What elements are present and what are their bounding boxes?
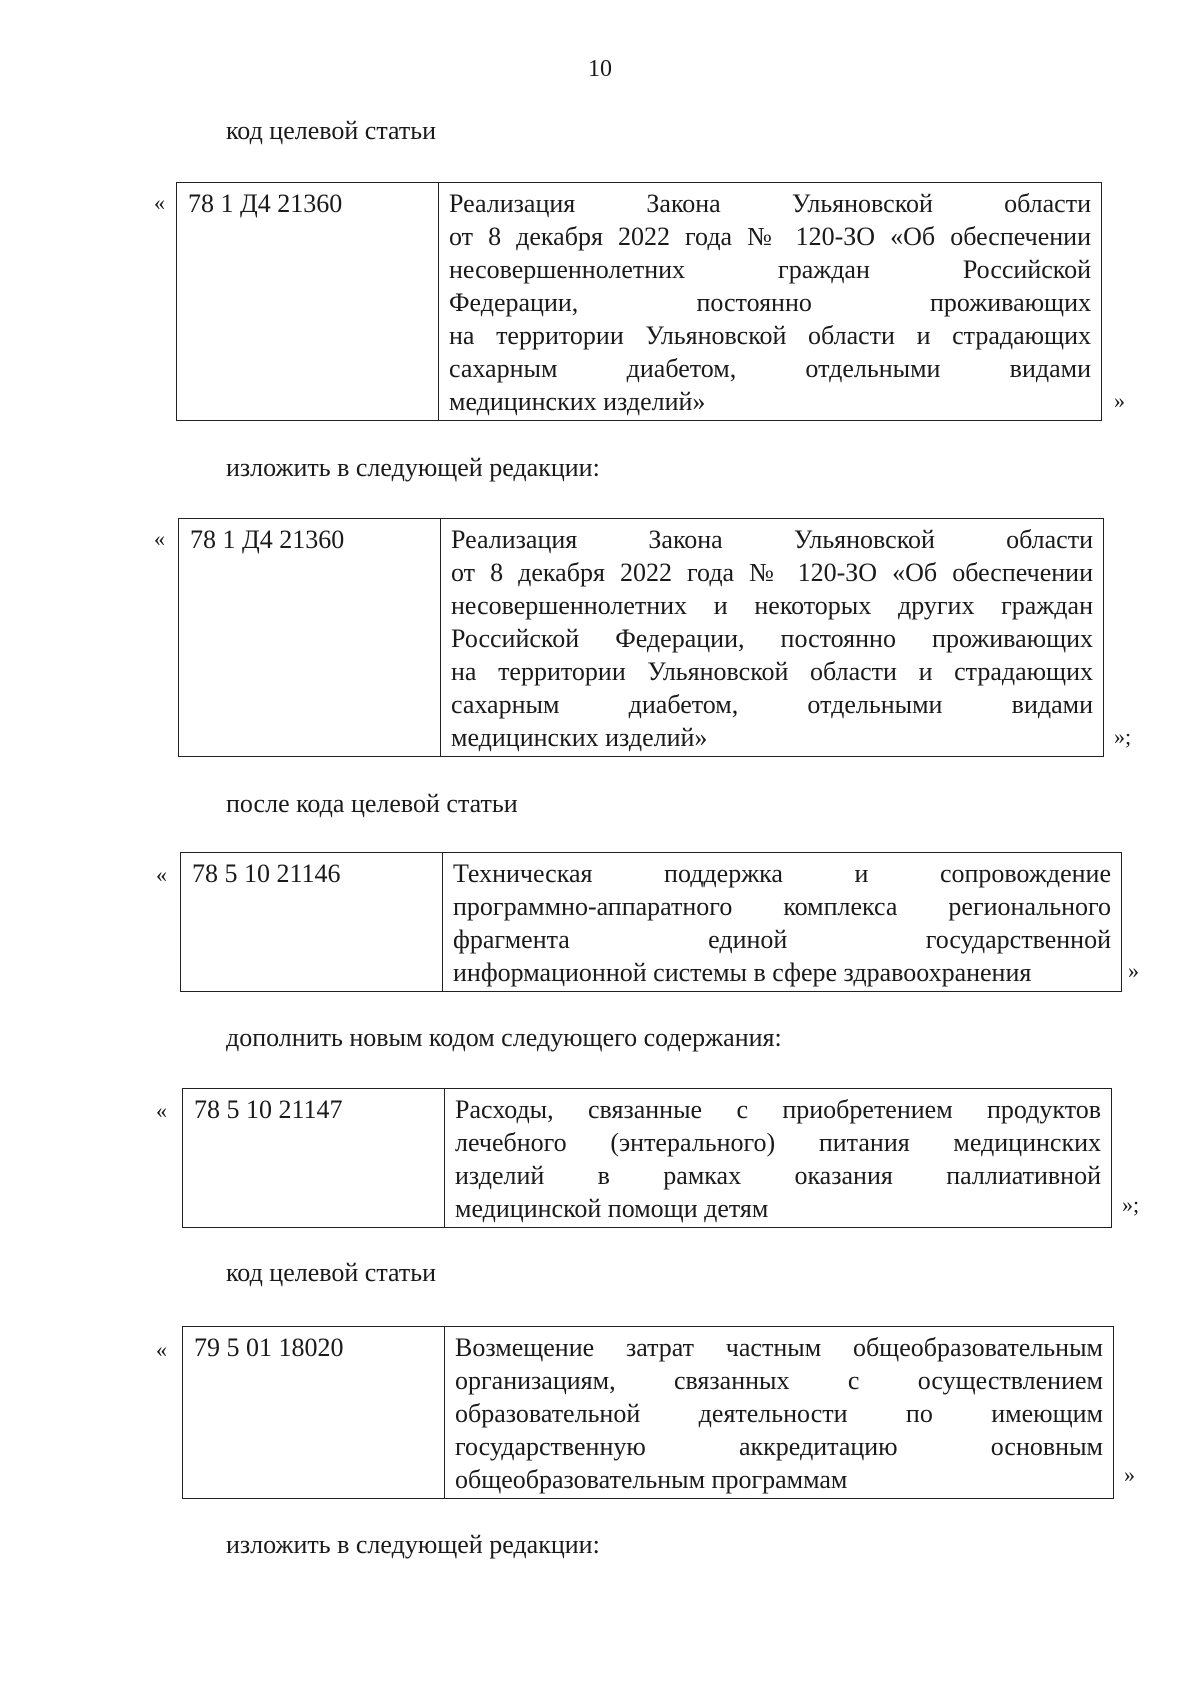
opening-quote: «: [156, 1337, 167, 1362]
closing-quote: »: [1128, 958, 1139, 983]
description-line: сахарным диабетом, отдельными видами: [449, 354, 1091, 383]
instruction-after-code: после кода целевой статьи: [226, 789, 518, 818]
description-line: программно-аппаратного комплекса регионального: [453, 892, 1111, 921]
description-line: организациям, связанных с осуществлением: [455, 1366, 1103, 1395]
instruction-new-wording: изложить в следующей редакции:: [226, 1530, 600, 1559]
description-line: Техническая поддержка и сопровождение: [453, 859, 1111, 888]
code-table-entry-5: [182, 1326, 1114, 1499]
description-line: лечебного (энтерального) питания медицинских: [455, 1128, 1101, 1157]
description-line: Федерации, постоянно проживающих: [449, 288, 1091, 317]
closing-quote: »: [1124, 1462, 1135, 1487]
description-line: сахарным диабетом, отдельными видами: [451, 690, 1093, 719]
code-table-entry-1: [176, 182, 1102, 421]
description-line: Возмещение затрат частным общеобразовательным: [455, 1333, 1103, 1362]
code-cell: 78 1 Д4 21360: [179, 519, 441, 757]
closing-quote: »;: [1122, 1192, 1140, 1217]
code-cell: 78 5 10 21146: [181, 853, 443, 992]
page-number: 10: [588, 56, 612, 82]
description-line: Реализация Закона Ульяновской области: [449, 189, 1091, 218]
opening-quote: «: [154, 190, 165, 215]
description-cell: [445, 1089, 1112, 1228]
description-cell: [443, 853, 1122, 992]
instruction-code-of-target-article: код целевой статьи: [226, 1258, 436, 1287]
instruction-code-of-target-article: код целевой статьи: [226, 116, 436, 145]
opening-quote: «: [154, 526, 165, 551]
description-line: государственную аккредитацию основным: [455, 1432, 1103, 1461]
description-line: Российской Федерации, постоянно проживающих: [451, 624, 1093, 653]
description-line: изделий в рамках оказания паллиативной: [455, 1161, 1101, 1190]
description-line: от 8 декабря 2022 года № 120-ЗО «Об обеспечении: [451, 558, 1093, 587]
description-line: несовершеннолетних граждан Российской: [449, 255, 1091, 284]
description-line: на территории Ульяновской области и страдающих: [451, 657, 1093, 686]
description-line: информационной системы в сфере здравоохранения: [453, 958, 1032, 987]
description-line: медицинской помощи детям: [455, 1194, 769, 1223]
description-line: медицинских изделий»: [451, 723, 708, 752]
description-line: общеобразовательным программам: [455, 1465, 848, 1494]
description-line: Реализация Закона Ульяновской области: [451, 525, 1093, 554]
opening-quote: «: [156, 1098, 167, 1123]
code-cell: 78 5 10 21147: [183, 1089, 445, 1228]
code-table-entry-3: [180, 852, 1122, 992]
closing-quote: »: [1114, 388, 1125, 413]
code-cell: 79 5 01 18020: [183, 1327, 445, 1499]
description-cell: [445, 1327, 1114, 1499]
description-cell: [441, 519, 1104, 757]
instruction-new-wording: изложить в следующей редакции:: [226, 453, 600, 482]
description-line: медицинских изделий»: [449, 387, 706, 416]
description-line: фрагмента единой государственной: [453, 925, 1111, 954]
code-table-entry-2: [178, 518, 1104, 757]
description-line: на территории Ульяновской области и страдающих: [449, 321, 1091, 350]
description-line: Расходы, связанные с приобретением продуктов: [455, 1095, 1101, 1124]
instruction-add-new-code: дополнить новым кодом следующего содержания:: [226, 1023, 782, 1052]
closing-quote: »;: [1114, 724, 1132, 749]
description-line: от 8 декабря 2022 года № 120-ЗО «Об обеспечении: [449, 222, 1091, 251]
code-table-entry-4: [182, 1088, 1112, 1228]
opening-quote: «: [156, 862, 167, 887]
code-cell: 78 1 Д4 21360: [177, 183, 439, 421]
description-cell: [439, 183, 1102, 421]
description-line: образовательной деятельности по имеющим: [455, 1399, 1103, 1428]
description-line: несовершеннолетних и некоторых других граждан: [451, 591, 1093, 620]
